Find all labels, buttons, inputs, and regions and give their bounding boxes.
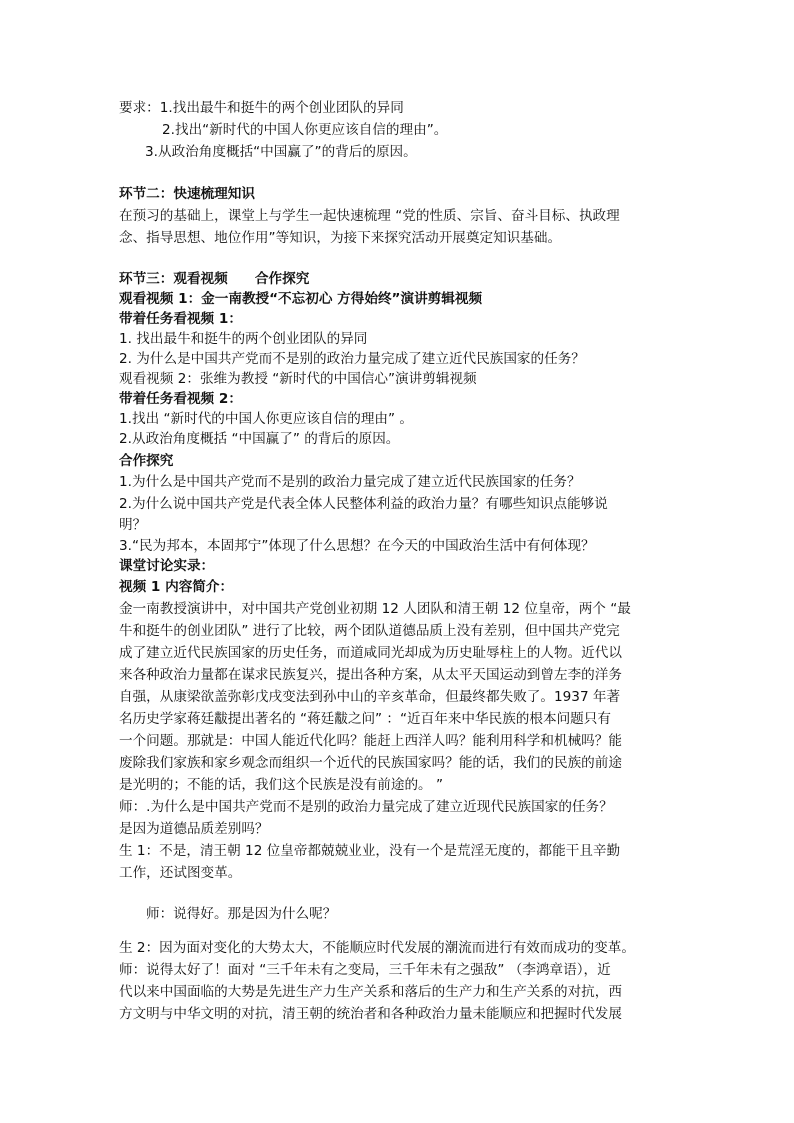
coop-line: 1.为什么是中国共产党而不是别的政治力量完成了建立近代民族国家的任务？ [119,474,581,490]
intro-line: 是光明的；不能的话，我们这个民族是没有前途的。 ” [119,777,444,793]
video1-task: 2. 为什么是中国共产党而不是别的政治力量完成了建立近代民族国家的任务？ [119,351,585,367]
video1-task-title: 带着任务看视频 1： [119,311,242,327]
video1-title: 观看视频 1：金一南教授“不忘初心 方得始终”演讲剪辑视频 [119,291,483,307]
coop-line: 明？ [119,517,147,533]
final-line: 师：说得太好了！面对 “三千年未有之变局，三千年未有之强敌” （李鸿章语），近 [119,962,611,978]
intro-line: 成了建立近代民族国家的历史任务，而道咸同光却成为历史耻辱柱上的人物。近代以 [119,645,622,661]
final-line: 代以来中国面临的大势是先进生产力生产关系和落后的生产力和生产关系的对抗，西 [119,984,622,1000]
intro-line: 金一南教授演讲中，对中国共产党创业初期 12 人团队和清王朝 12 位皇帝，两个 “最 [119,601,631,617]
requirements-label: 要求： [119,100,160,116]
coop-line: 3.“民为邦本，本固邦宁”体现了什么思想？在今天的中国政治生活中有何体现？ [119,538,595,554]
intro-title: 视频 1 内容简介： [119,579,234,595]
dialogue-line: 生 1：不是，清王朝 12 位皇帝都兢兢业业，没有一个是荒淫无度的，都能干且辛勤 [119,843,621,859]
video2-task-title: 带着任务看视频 2： [119,391,242,407]
dialogue-line: 是因为道德品质差别吗？ [119,821,269,837]
requirement-item: 3.从政治角度概括“中国赢了”的背后的原因。 [145,144,417,160]
final-line: 方文明与中华文明的对抗，清王朝的统治者和各种政治力量未能顺应和把握时代发展 [119,1006,622,1022]
section2-paragraph-line: 在预习的基础上，课堂上与学生一起快速梳理 “党的性质、宗旨、奋斗目标、执政理 [119,208,620,224]
section2-heading: 环节二：快速梳理知识 [119,186,255,202]
section3-heading: 环节三：观看视频 合作探究 [119,271,310,287]
teacher-follow-up: 师：说得好。那是因为什么呢？ [146,906,337,922]
intro-line: 来各种政治力量都在谋求民族复兴，提出各种方案，从太平天国运动到曾左李的洋务 [119,667,622,683]
intro-line: 牛和挺牛的创业团队” 进行了比较，两个团队道德品质上没有差别，但中国共产党完 [119,623,620,639]
final-line: 生 2：因为面对变化的大势太大，不能顺应时代发展的潮流而进行有效而成功的变革。 [119,940,635,956]
dialogue-line: 工作，还试图变革。 [119,865,242,881]
intro-line: 自强，从康梁欲盖弥彰戊戌变法到孙中山的辛亥革命，但最终都失败了。1937 年著 [119,689,621,705]
video2-task: 1.找出 “新时代的中国人你更应该自信的理由” 。 [119,411,413,427]
dialogue-line: 师：.为什么是中国共产党而不是别的政治力量完成了建立近现代民族国家的任务？ [119,799,613,815]
intro-line: 名历史学家蒋廷黻提出著名的 “蒋廷黻之问” ：“近百年来中华民族的根本问题只有 [119,711,611,727]
video2-task: 2.从政治角度概括 “中国赢了” 的背后的原因。 [119,431,400,447]
coop-line: 2.为什么说中国共产党是代表全体人民整体利益的政治力量？有哪些知识点能够说 [119,496,608,512]
requirement-item: 2.找出“新时代的中国人你更应该自信的理由”。 [162,122,448,138]
video1-task: 1. 找出最牛和挺牛的两个创业团队的异同 [119,331,368,347]
video2-title: 观看视频 2：张维为教授 “新时代的中国信心”演讲剪辑视频 [119,371,477,387]
requirement-item: 1.找出最牛和挺牛的两个创业团队的异同 [159,100,404,116]
section2-paragraph-line: 念、指导思想、地位作用”等知识，为接下来探究活动开展奠定知识基础。 [119,230,562,246]
record-title: 课堂讨论实录： [119,558,215,574]
intro-line: 一个问题。那就是：中国人能近代化吗？能赶上西洋人吗？能利用科学和机械吗？能 [119,733,622,749]
intro-line: 废除我们家族和家乡观念而组织一个近代的民族国家吗？能的话，我们的民族的前途 [119,755,622,771]
requirements-line-1 [119,97,404,119]
coop-title: 合作探究 [119,453,174,469]
